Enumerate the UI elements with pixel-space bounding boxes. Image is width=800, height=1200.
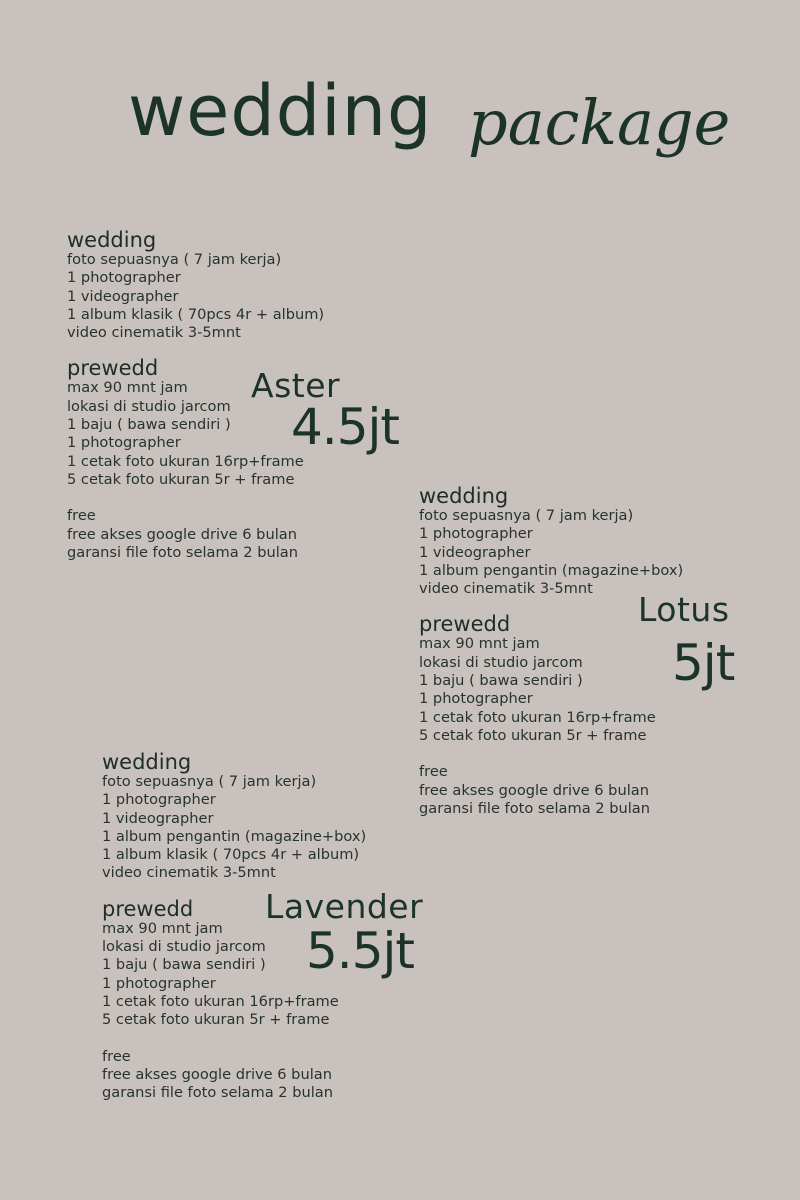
- list-item: 5 cetak foto ukuran 5r + frame: [67, 470, 295, 488]
- list-item: 1 videographer: [419, 543, 531, 561]
- free-section-heading: free: [67, 507, 96, 525]
- list-item: 1 album klasik ( 70pcs 4r + album): [67, 305, 325, 323]
- list-item: 1 photographer: [67, 434, 181, 452]
- list-item: garansi file foto selama 2 bulan: [102, 1084, 333, 1102]
- package-name-lavender: Lavender: [265, 887, 424, 926]
- package-price-lotus: 5jt: [672, 634, 735, 692]
- list-item: 1 baju ( bawa sendiri ): [102, 956, 266, 974]
- list-item: garansi file foto selama 2 bulan: [67, 543, 298, 561]
- free-section-heading: free: [419, 763, 448, 781]
- package-name-lotus: Lotus: [638, 590, 730, 629]
- package-name-aster: Aster: [251, 366, 341, 405]
- list-item: 1 album pengantin (magazine+box): [419, 561, 684, 579]
- list-item: 1 photographer: [419, 525, 533, 543]
- list-item: max 90 mnt jam: [102, 919, 223, 937]
- list-item: foto sepuasnya ( 7 jam kerja): [102, 773, 317, 790]
- list-item: lokasi di studio jarcom: [102, 938, 266, 956]
- package-price-aster: 4.5jt: [291, 398, 400, 456]
- list-item: 1 album pengantin (magazine+box): [102, 827, 367, 845]
- list-item: 1 cetak foto ukuran 16rp+frame: [102, 992, 339, 1010]
- list-item: 5 cetak foto ukuran 5r + frame: [102, 1011, 330, 1029]
- prewedd-section-heading: prewedd: [102, 896, 194, 921]
- list-item: lokasi di studio jarcom: [419, 653, 583, 671]
- list-item: free akses google drive 6 bulan: [67, 525, 297, 543]
- page-title-script: package: [468, 86, 731, 159]
- list-item: 1 photographer: [419, 690, 533, 708]
- list-item: max 90 mnt jam: [419, 635, 540, 653]
- list-item: free akses google drive 6 bulan: [419, 781, 649, 799]
- prewedd-section-heading: prewedd: [67, 356, 159, 381]
- list-item: 1 photographer: [102, 974, 216, 992]
- list-item: 1 cetak foto ukuran 16rp+frame: [67, 452, 304, 470]
- list-item: free akses google drive 6 bulan: [102, 1065, 332, 1083]
- wedding-section-heading: wedding: [67, 228, 157, 252]
- list-item: 1 baju ( bawa sendiri ): [419, 672, 583, 690]
- list-item: 1 photographer: [102, 791, 216, 809]
- list-item: video cinematik 3-5mnt: [419, 580, 593, 598]
- package-price-lavender: 5.5jt: [306, 922, 415, 980]
- list-item: 1 album klasik ( 70pcs 4r + album): [102, 846, 360, 864]
- free-section-heading: free: [102, 1047, 131, 1065]
- list-item: lokasi di studio jarcom: [67, 397, 231, 415]
- list-item: foto sepuasnya ( 7 jam kerja): [67, 251, 282, 268]
- list-item: 1 baju ( bawa sendiri ): [67, 416, 231, 434]
- list-item: 1 photographer: [67, 269, 181, 287]
- list-item: 1 videographer: [67, 287, 179, 305]
- list-item: 1 cetak foto ukuran 16rp+frame: [419, 708, 656, 726]
- list-item: 1 videographer: [102, 809, 214, 827]
- list-item: 5 cetak foto ukuran 5r + frame: [419, 726, 647, 744]
- list-item: video cinematik 3-5mnt: [102, 864, 276, 882]
- list-item: foto sepuasnya ( 7 jam kerja): [419, 507, 634, 524]
- prewedd-section-heading: prewedd: [419, 612, 511, 637]
- list-item: max 90 mnt jam: [67, 379, 188, 397]
- wedding-section-heading: wedding: [419, 484, 509, 508]
- list-item: garansi file foto selama 2 bulan: [419, 799, 650, 817]
- page-title: wedding: [128, 70, 433, 152]
- package-lotus-details: [419, 485, 683, 818]
- list-item: video cinematik 3-5mnt: [67, 324, 241, 342]
- wedding-section-heading: wedding: [102, 750, 192, 774]
